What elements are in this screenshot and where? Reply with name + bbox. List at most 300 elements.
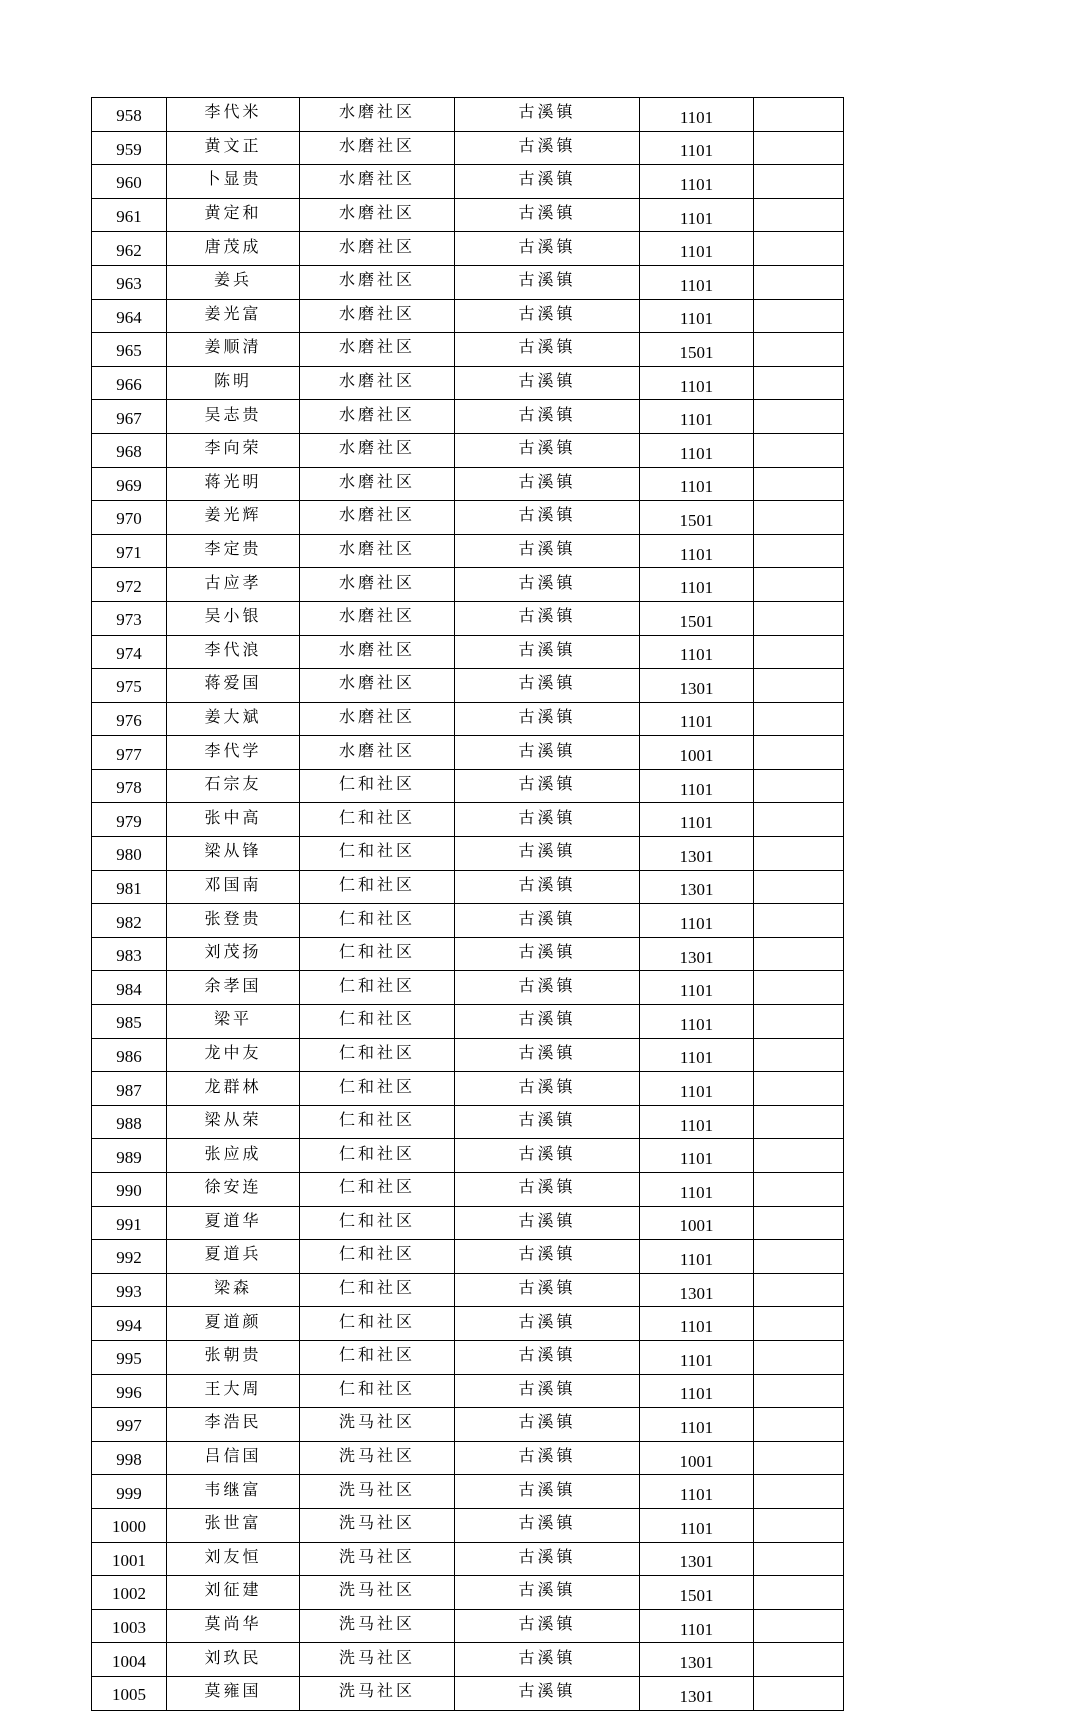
row-number: 961 bbox=[92, 198, 167, 232]
table-row bbox=[92, 400, 844, 434]
table-row bbox=[92, 1441, 844, 1475]
category-code: 1101 bbox=[640, 1240, 754, 1274]
community-name: 仁和社区 bbox=[300, 769, 455, 803]
row-number: 978 bbox=[92, 769, 167, 803]
category-code: 1101 bbox=[640, 366, 754, 400]
person-name: 徐安连 bbox=[167, 1173, 300, 1207]
row-number: 999 bbox=[92, 1475, 167, 1509]
table-row bbox=[92, 1576, 844, 1610]
category-code: 1101 bbox=[640, 232, 754, 266]
community-name: 仁和社区 bbox=[300, 870, 455, 904]
category-code: 1501 bbox=[640, 501, 754, 535]
note-cell bbox=[754, 534, 844, 568]
category-code: 1101 bbox=[640, 433, 754, 467]
row-number: 1004 bbox=[92, 1643, 167, 1677]
person-name: 张登贵 bbox=[167, 904, 300, 938]
town-name: 古溪镇 bbox=[455, 165, 640, 199]
community-name: 水磨社区 bbox=[300, 501, 455, 535]
community-name: 水磨社区 bbox=[300, 635, 455, 669]
table-row bbox=[92, 433, 844, 467]
table-row bbox=[92, 1005, 844, 1039]
town-name: 古溪镇 bbox=[455, 736, 640, 770]
person-name: 唐茂成 bbox=[167, 232, 300, 266]
table-row bbox=[92, 198, 844, 232]
person-name: 张应成 bbox=[167, 1139, 300, 1173]
community-name: 仁和社区 bbox=[300, 937, 455, 971]
community-name: 仁和社区 bbox=[300, 1038, 455, 1072]
table-row bbox=[92, 1542, 844, 1576]
category-code: 1501 bbox=[640, 1576, 754, 1610]
community-name: 仁和社区 bbox=[300, 1005, 455, 1039]
person-name: 梁森 bbox=[167, 1273, 300, 1307]
row-number: 997 bbox=[92, 1408, 167, 1442]
row-number: 998 bbox=[92, 1441, 167, 1475]
community-name: 水磨社区 bbox=[300, 265, 455, 299]
note-cell bbox=[754, 366, 844, 400]
row-number: 964 bbox=[92, 299, 167, 333]
person-name: 梁平 bbox=[167, 1005, 300, 1039]
row-number: 989 bbox=[92, 1139, 167, 1173]
note-cell bbox=[754, 1676, 844, 1710]
community-name: 水磨社区 bbox=[300, 400, 455, 434]
table-row bbox=[92, 702, 844, 736]
person-name: 张中高 bbox=[167, 803, 300, 837]
person-name: 莫尚华 bbox=[167, 1609, 300, 1643]
town-name: 古溪镇 bbox=[455, 601, 640, 635]
community-name: 仁和社区 bbox=[300, 1072, 455, 1106]
community-name: 洗马社区 bbox=[300, 1441, 455, 1475]
community-name: 水磨社区 bbox=[300, 433, 455, 467]
row-number: 959 bbox=[92, 131, 167, 165]
person-name: 李向荣 bbox=[167, 433, 300, 467]
category-code: 1101 bbox=[640, 198, 754, 232]
category-code: 1301 bbox=[640, 1676, 754, 1710]
note-cell bbox=[754, 232, 844, 266]
category-code: 1101 bbox=[640, 1609, 754, 1643]
community-name: 水磨社区 bbox=[300, 131, 455, 165]
note-cell bbox=[754, 333, 844, 367]
person-name: 韦继富 bbox=[167, 1475, 300, 1509]
category-code: 1101 bbox=[640, 635, 754, 669]
person-name: 莫雍国 bbox=[167, 1676, 300, 1710]
community-name: 水磨社区 bbox=[300, 736, 455, 770]
table-row bbox=[92, 635, 844, 669]
community-name: 水磨社区 bbox=[300, 601, 455, 635]
table-row bbox=[92, 1374, 844, 1408]
note-cell bbox=[754, 635, 844, 669]
category-code: 1101 bbox=[640, 1173, 754, 1207]
town-name: 古溪镇 bbox=[455, 1307, 640, 1341]
category-code: 1501 bbox=[640, 601, 754, 635]
table-row bbox=[92, 870, 844, 904]
town-name: 古溪镇 bbox=[455, 904, 640, 938]
note-cell bbox=[754, 198, 844, 232]
person-name: 黄文正 bbox=[167, 131, 300, 165]
person-name: 姜大斌 bbox=[167, 702, 300, 736]
category-code: 1101 bbox=[640, 1408, 754, 1442]
category-code: 1301 bbox=[640, 837, 754, 871]
table-row bbox=[92, 98, 844, 132]
table-row bbox=[92, 568, 844, 602]
person-name: 蒋爱国 bbox=[167, 669, 300, 703]
town-name: 古溪镇 bbox=[455, 1105, 640, 1139]
table-row bbox=[92, 769, 844, 803]
category-code: 1101 bbox=[640, 1139, 754, 1173]
community-name: 水磨社区 bbox=[300, 165, 455, 199]
person-name: 李浩民 bbox=[167, 1408, 300, 1442]
table-row bbox=[92, 1340, 844, 1374]
note-cell bbox=[754, 1374, 844, 1408]
person-name: 梁从锋 bbox=[167, 837, 300, 871]
note-cell bbox=[754, 1441, 844, 1475]
row-number: 976 bbox=[92, 702, 167, 736]
community-name: 仁和社区 bbox=[300, 1206, 455, 1240]
row-number: 994 bbox=[92, 1307, 167, 1341]
community-name: 仁和社区 bbox=[300, 803, 455, 837]
note-cell bbox=[754, 1273, 844, 1307]
table-row bbox=[92, 265, 844, 299]
town-name: 古溪镇 bbox=[455, 1576, 640, 1610]
table-row bbox=[92, 1676, 844, 1710]
row-number: 981 bbox=[92, 870, 167, 904]
table-row bbox=[92, 937, 844, 971]
table-row bbox=[92, 232, 844, 266]
category-code: 1101 bbox=[640, 299, 754, 333]
row-number: 975 bbox=[92, 669, 167, 703]
community-name: 仁和社区 bbox=[300, 837, 455, 871]
community-name: 水磨社区 bbox=[300, 333, 455, 367]
table-row bbox=[92, 131, 844, 165]
note-cell bbox=[754, 501, 844, 535]
table-row bbox=[92, 1173, 844, 1207]
table-row bbox=[92, 1105, 844, 1139]
town-name: 古溪镇 bbox=[455, 769, 640, 803]
town-name: 古溪镇 bbox=[455, 1441, 640, 1475]
person-name: 李代米 bbox=[167, 98, 300, 132]
town-name: 古溪镇 bbox=[455, 333, 640, 367]
category-code: 1101 bbox=[640, 1072, 754, 1106]
category-code: 1101 bbox=[640, 265, 754, 299]
table-row bbox=[92, 1273, 844, 1307]
person-name: 吕信国 bbox=[167, 1441, 300, 1475]
town-name: 古溪镇 bbox=[455, 1273, 640, 1307]
row-number: 970 bbox=[92, 501, 167, 535]
note-cell bbox=[754, 1408, 844, 1442]
person-name: 夏道华 bbox=[167, 1206, 300, 1240]
note-cell bbox=[754, 1542, 844, 1576]
note-cell bbox=[754, 904, 844, 938]
town-name: 古溪镇 bbox=[455, 433, 640, 467]
community-name: 仁和社区 bbox=[300, 1105, 455, 1139]
table-row bbox=[92, 299, 844, 333]
table-row bbox=[92, 467, 844, 501]
category-code: 1001 bbox=[640, 1441, 754, 1475]
person-name: 陈明 bbox=[167, 366, 300, 400]
row-number: 990 bbox=[92, 1173, 167, 1207]
town-name: 古溪镇 bbox=[455, 232, 640, 266]
category-code: 1101 bbox=[640, 400, 754, 434]
row-number: 966 bbox=[92, 366, 167, 400]
row-number: 993 bbox=[92, 1273, 167, 1307]
table-row bbox=[92, 1508, 844, 1542]
community-name: 洗马社区 bbox=[300, 1475, 455, 1509]
community-name: 洗马社区 bbox=[300, 1408, 455, 1442]
person-name: 吴小银 bbox=[167, 601, 300, 635]
table-row bbox=[92, 333, 844, 367]
community-name: 水磨社区 bbox=[300, 98, 455, 132]
note-cell bbox=[754, 1576, 844, 1610]
table-row bbox=[92, 501, 844, 535]
community-name: 仁和社区 bbox=[300, 1240, 455, 1274]
table-row bbox=[92, 1206, 844, 1240]
community-name: 仁和社区 bbox=[300, 1340, 455, 1374]
row-number: 977 bbox=[92, 736, 167, 770]
row-number: 1002 bbox=[92, 1576, 167, 1610]
town-name: 古溪镇 bbox=[455, 501, 640, 535]
town-name: 古溪镇 bbox=[455, 1173, 640, 1207]
category-code: 1101 bbox=[640, 1374, 754, 1408]
row-number: 967 bbox=[92, 400, 167, 434]
table-row bbox=[92, 1038, 844, 1072]
note-cell bbox=[754, 837, 844, 871]
town-name: 古溪镇 bbox=[455, 467, 640, 501]
table-row bbox=[92, 165, 844, 199]
note-cell bbox=[754, 702, 844, 736]
community-name: 洗马社区 bbox=[300, 1576, 455, 1610]
category-code: 1101 bbox=[640, 568, 754, 602]
person-name: 王大周 bbox=[167, 1374, 300, 1408]
table-row bbox=[92, 1240, 844, 1274]
category-code: 1101 bbox=[640, 769, 754, 803]
category-code: 1101 bbox=[640, 467, 754, 501]
note-cell bbox=[754, 769, 844, 803]
town-name: 古溪镇 bbox=[455, 1240, 640, 1274]
table-row bbox=[92, 1609, 844, 1643]
community-name: 仁和社区 bbox=[300, 1173, 455, 1207]
category-code: 1101 bbox=[640, 803, 754, 837]
note-cell bbox=[754, 1340, 844, 1374]
person-name: 张朝贵 bbox=[167, 1340, 300, 1374]
table-row bbox=[92, 971, 844, 1005]
person-name: 夏道颜 bbox=[167, 1307, 300, 1341]
town-name: 古溪镇 bbox=[455, 1206, 640, 1240]
category-code: 1101 bbox=[640, 131, 754, 165]
table-row bbox=[92, 1643, 844, 1677]
note-cell bbox=[754, 1038, 844, 1072]
row-number: 980 bbox=[92, 837, 167, 871]
town-name: 古溪镇 bbox=[455, 98, 640, 132]
category-code: 1501 bbox=[640, 333, 754, 367]
person-name: 龙群林 bbox=[167, 1072, 300, 1106]
category-code: 1101 bbox=[640, 971, 754, 1005]
note-cell bbox=[754, 568, 844, 602]
table-row bbox=[92, 1408, 844, 1442]
person-name: 李代浪 bbox=[167, 635, 300, 669]
table-row bbox=[92, 601, 844, 635]
note-cell bbox=[754, 165, 844, 199]
town-name: 古溪镇 bbox=[455, 635, 640, 669]
note-cell bbox=[754, 1643, 844, 1677]
table-row bbox=[92, 1307, 844, 1341]
row-number: 960 bbox=[92, 165, 167, 199]
row-number: 972 bbox=[92, 568, 167, 602]
category-code: 1301 bbox=[640, 669, 754, 703]
community-name: 水磨社区 bbox=[300, 366, 455, 400]
community-name: 水磨社区 bbox=[300, 232, 455, 266]
note-cell bbox=[754, 870, 844, 904]
category-code: 1301 bbox=[640, 937, 754, 971]
town-name: 古溪镇 bbox=[455, 534, 640, 568]
person-name: 姜光富 bbox=[167, 299, 300, 333]
note-cell bbox=[754, 971, 844, 1005]
note-cell bbox=[754, 1105, 844, 1139]
note-cell bbox=[754, 1173, 844, 1207]
community-name: 水磨社区 bbox=[300, 299, 455, 333]
community-name: 洗马社区 bbox=[300, 1542, 455, 1576]
community-name: 仁和社区 bbox=[300, 1139, 455, 1173]
town-name: 古溪镇 bbox=[455, 937, 640, 971]
note-cell bbox=[754, 433, 844, 467]
community-name: 水磨社区 bbox=[300, 568, 455, 602]
person-name: 刘征建 bbox=[167, 1576, 300, 1610]
town-name: 古溪镇 bbox=[455, 971, 640, 1005]
town-name: 古溪镇 bbox=[455, 702, 640, 736]
note-cell bbox=[754, 400, 844, 434]
town-name: 古溪镇 bbox=[455, 400, 640, 434]
community-name: 洗马社区 bbox=[300, 1676, 455, 1710]
town-name: 古溪镇 bbox=[455, 1374, 640, 1408]
town-name: 古溪镇 bbox=[455, 870, 640, 904]
category-code: 1101 bbox=[640, 702, 754, 736]
town-name: 古溪镇 bbox=[455, 803, 640, 837]
note-cell bbox=[754, 803, 844, 837]
community-name: 水磨社区 bbox=[300, 669, 455, 703]
table-row bbox=[92, 904, 844, 938]
category-code: 1301 bbox=[640, 1643, 754, 1677]
community-name: 水磨社区 bbox=[300, 534, 455, 568]
category-code: 1101 bbox=[640, 904, 754, 938]
community-name: 仁和社区 bbox=[300, 1273, 455, 1307]
person-name: 李代学 bbox=[167, 736, 300, 770]
note-cell bbox=[754, 265, 844, 299]
town-name: 古溪镇 bbox=[455, 265, 640, 299]
category-code: 1301 bbox=[640, 1273, 754, 1307]
note-cell bbox=[754, 1240, 844, 1274]
category-code: 1101 bbox=[640, 1508, 754, 1542]
community-name: 水磨社区 bbox=[300, 702, 455, 736]
person-name: 龙中友 bbox=[167, 1038, 300, 1072]
row-number: 969 bbox=[92, 467, 167, 501]
person-name: 古应孝 bbox=[167, 568, 300, 602]
row-number: 958 bbox=[92, 98, 167, 132]
person-name: 卜显贵 bbox=[167, 165, 300, 199]
person-name: 姜光辉 bbox=[167, 501, 300, 535]
category-code: 1101 bbox=[640, 1307, 754, 1341]
note-cell bbox=[754, 98, 844, 132]
category-code: 1101 bbox=[640, 98, 754, 132]
table-row bbox=[92, 837, 844, 871]
town-name: 古溪镇 bbox=[455, 1508, 640, 1542]
town-name: 古溪镇 bbox=[455, 366, 640, 400]
community-name: 仁和社区 bbox=[300, 1374, 455, 1408]
row-number: 983 bbox=[92, 937, 167, 971]
row-number: 979 bbox=[92, 803, 167, 837]
row-number: 992 bbox=[92, 1240, 167, 1274]
town-name: 古溪镇 bbox=[455, 1609, 640, 1643]
person-name: 余孝国 bbox=[167, 971, 300, 1005]
row-number: 987 bbox=[92, 1072, 167, 1106]
note-cell bbox=[754, 1508, 844, 1542]
row-number: 974 bbox=[92, 635, 167, 669]
table-body bbox=[92, 98, 844, 1711]
community-name: 仁和社区 bbox=[300, 904, 455, 938]
town-name: 古溪镇 bbox=[455, 669, 640, 703]
row-number: 973 bbox=[92, 601, 167, 635]
row-number: 991 bbox=[92, 1206, 167, 1240]
person-name: 夏道兵 bbox=[167, 1240, 300, 1274]
category-code: 1101 bbox=[640, 1038, 754, 1072]
row-number: 986 bbox=[92, 1038, 167, 1072]
note-cell bbox=[754, 1206, 844, 1240]
community-name: 仁和社区 bbox=[300, 971, 455, 1005]
town-name: 古溪镇 bbox=[455, 1005, 640, 1039]
town-name: 古溪镇 bbox=[455, 568, 640, 602]
row-number: 985 bbox=[92, 1005, 167, 1039]
category-code: 1101 bbox=[640, 1340, 754, 1374]
town-name: 古溪镇 bbox=[455, 1542, 640, 1576]
row-number: 1003 bbox=[92, 1609, 167, 1643]
category-code: 1101 bbox=[640, 534, 754, 568]
row-number: 968 bbox=[92, 433, 167, 467]
roster-table bbox=[91, 97, 844, 1711]
category-code: 1101 bbox=[640, 165, 754, 199]
town-name: 古溪镇 bbox=[455, 1408, 640, 1442]
row-number: 1000 bbox=[92, 1508, 167, 1542]
row-number: 1005 bbox=[92, 1676, 167, 1710]
town-name: 古溪镇 bbox=[455, 1676, 640, 1710]
note-cell bbox=[754, 937, 844, 971]
row-number: 962 bbox=[92, 232, 167, 266]
table-row bbox=[92, 534, 844, 568]
person-name: 邓国南 bbox=[167, 870, 300, 904]
community-name: 仁和社区 bbox=[300, 1307, 455, 1341]
row-number: 1001 bbox=[92, 1542, 167, 1576]
row-number: 995 bbox=[92, 1340, 167, 1374]
note-cell bbox=[754, 1139, 844, 1173]
town-name: 古溪镇 bbox=[455, 198, 640, 232]
community-name: 水磨社区 bbox=[300, 198, 455, 232]
row-number: 982 bbox=[92, 904, 167, 938]
town-name: 古溪镇 bbox=[455, 1340, 640, 1374]
note-cell bbox=[754, 1475, 844, 1509]
community-name: 洗马社区 bbox=[300, 1508, 455, 1542]
person-name: 蒋光明 bbox=[167, 467, 300, 501]
category-code: 1101 bbox=[640, 1005, 754, 1039]
note-cell bbox=[754, 601, 844, 635]
community-name: 洗马社区 bbox=[300, 1643, 455, 1677]
table-row bbox=[92, 1072, 844, 1106]
community-name: 洗马社区 bbox=[300, 1609, 455, 1643]
person-name: 刘茂扬 bbox=[167, 937, 300, 971]
person-name: 黄定和 bbox=[167, 198, 300, 232]
table-row bbox=[92, 736, 844, 770]
note-cell bbox=[754, 299, 844, 333]
town-name: 古溪镇 bbox=[455, 131, 640, 165]
category-code: 1301 bbox=[640, 870, 754, 904]
category-code: 1001 bbox=[640, 736, 754, 770]
row-number: 965 bbox=[92, 333, 167, 367]
person-name: 李定贵 bbox=[167, 534, 300, 568]
